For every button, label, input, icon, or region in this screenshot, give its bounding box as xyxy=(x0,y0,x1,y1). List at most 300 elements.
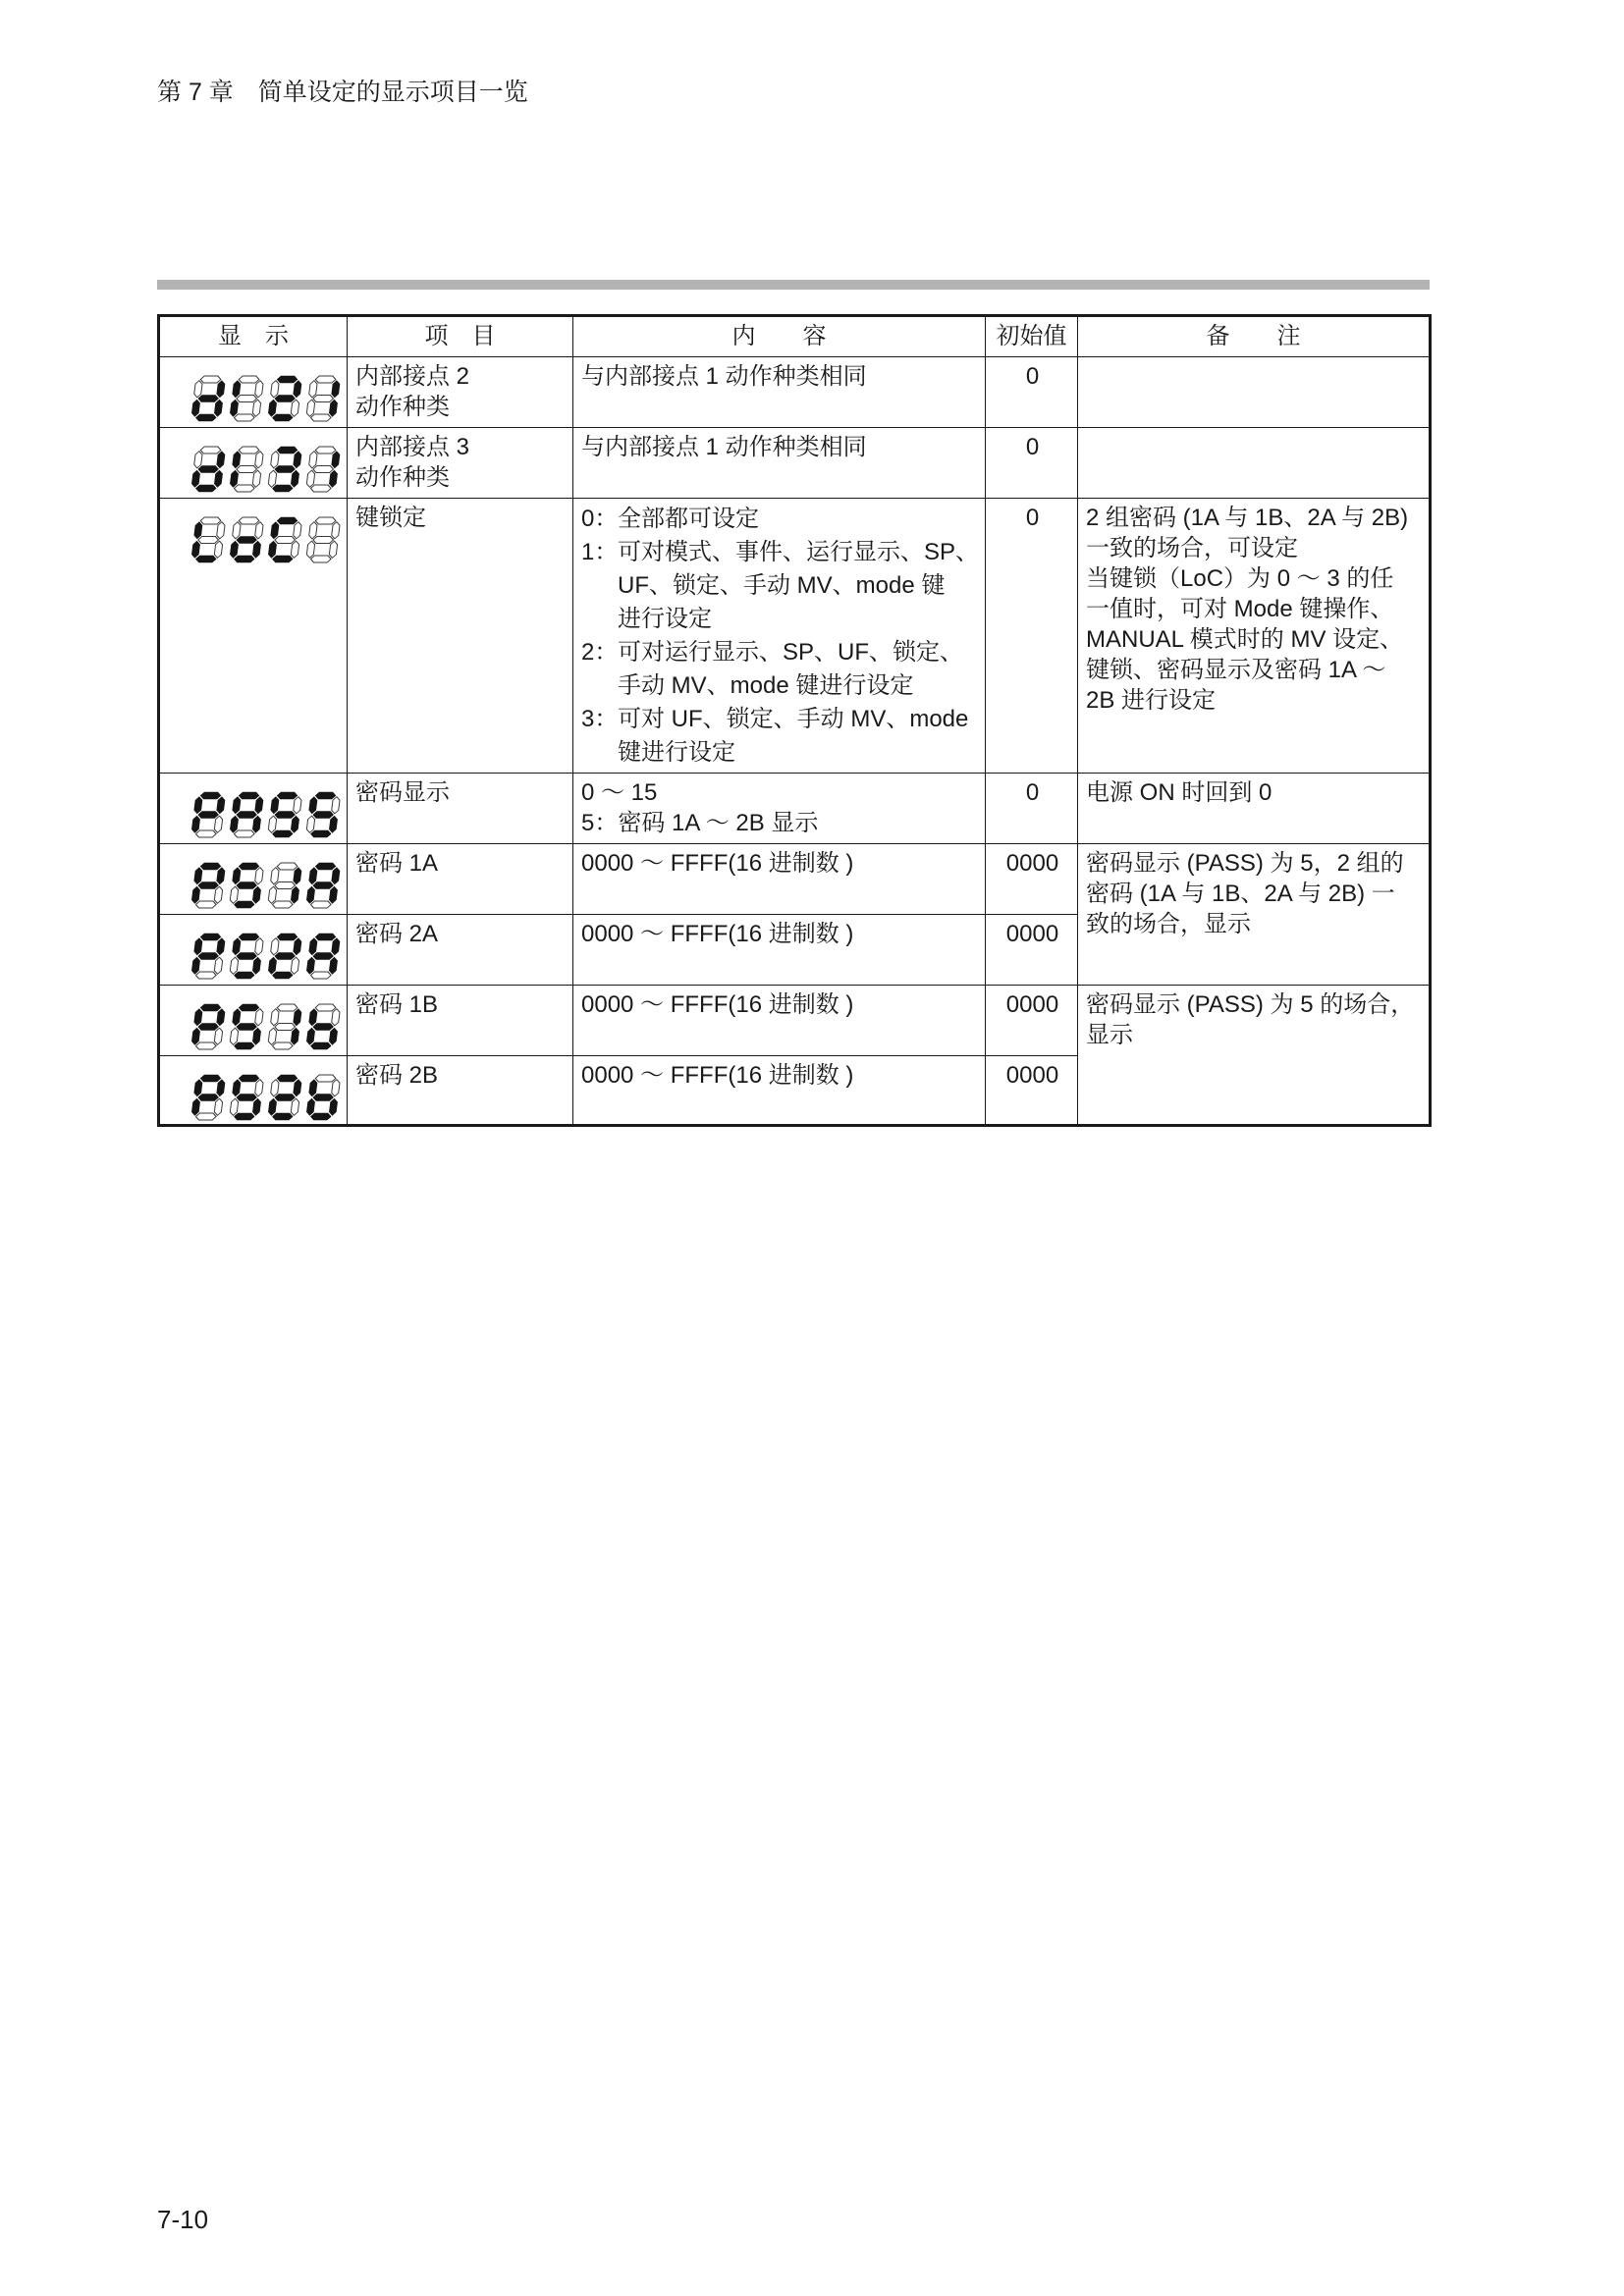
segment-a xyxy=(315,1004,336,1011)
segment-b xyxy=(331,452,340,468)
segment-g xyxy=(236,466,256,473)
item-line: 键锁定 xyxy=(355,505,426,531)
segment-e xyxy=(230,957,239,974)
segment-f xyxy=(232,1009,241,1026)
content-line: 0000 ～ FFFF(16 进制数 ) xyxy=(581,1062,854,1089)
segment-c xyxy=(214,886,223,903)
segment-f xyxy=(193,522,202,539)
seven-segment-digit xyxy=(267,517,302,562)
segment-f xyxy=(308,1009,317,1026)
segment-c xyxy=(214,1028,223,1044)
seven-segment-display xyxy=(189,862,347,909)
segment-d xyxy=(272,414,293,421)
segment-c xyxy=(252,400,261,416)
initial-value-cell: 0 xyxy=(986,774,1078,844)
segment-f xyxy=(232,1080,241,1096)
seven-segment-digit xyxy=(229,376,264,421)
seven-segment-digit xyxy=(229,792,264,837)
segment-c xyxy=(252,1098,261,1115)
remark-line: MANUAL 模式时的 MV 设定、 xyxy=(1086,626,1404,653)
segment-a xyxy=(315,1075,336,1082)
segment-d xyxy=(272,830,293,837)
remark-line: 密码显示 (PASS) 为 5 的场合， xyxy=(1086,991,1415,1018)
seven-segment-digit xyxy=(190,863,226,908)
item-cell xyxy=(348,915,573,986)
seven-segment-digit xyxy=(267,1075,302,1120)
segment-b xyxy=(331,522,340,539)
segment-d xyxy=(310,556,331,562)
content-line: 0000 ～ FFFF(16 进制数 ) xyxy=(581,921,854,947)
segment-e xyxy=(191,400,200,416)
remark-cell xyxy=(1078,428,1431,499)
segment-e xyxy=(191,470,200,487)
segment-a xyxy=(277,376,298,383)
segment-c xyxy=(329,470,338,487)
display-cell xyxy=(159,844,348,915)
seven-segment-digit xyxy=(229,1075,264,1120)
segment-f xyxy=(232,381,241,398)
remark-line: 电源 ON 时回到 0 xyxy=(1086,779,1272,806)
column-header-display: 显 示 xyxy=(159,316,348,357)
content-cell xyxy=(573,357,986,428)
seven-segment-digit xyxy=(267,934,302,979)
seven-segment-digit xyxy=(305,447,341,492)
seven-segment-digit-blank xyxy=(305,517,341,562)
segment-f xyxy=(232,868,241,884)
segment-d xyxy=(272,1042,293,1049)
segment-g xyxy=(274,537,295,544)
segment-b xyxy=(254,522,263,539)
segment-b xyxy=(216,381,225,398)
segment-c xyxy=(291,816,299,832)
segment-d xyxy=(272,485,293,492)
content-line: UF、锁定、手动 MV、mode 键 xyxy=(618,572,946,599)
segment-f xyxy=(270,1080,279,1096)
segment-e xyxy=(268,1098,277,1115)
segment-g xyxy=(274,812,295,819)
segment-d xyxy=(310,901,331,908)
content-line: 5：密码 1A ～ 2B 显示 xyxy=(581,810,819,836)
segment-g xyxy=(236,396,256,402)
segment-g xyxy=(197,396,218,402)
segment-b xyxy=(293,1009,301,1026)
initial-value-cell: 0000 xyxy=(986,915,1078,986)
segment-a xyxy=(239,1004,259,1011)
segment-g xyxy=(274,396,295,402)
display-cell xyxy=(159,428,348,499)
segment-e xyxy=(230,400,239,416)
segment-a xyxy=(277,934,298,940)
segment-f xyxy=(308,381,317,398)
segment-c xyxy=(329,957,338,974)
option-text xyxy=(618,636,963,703)
segment-a xyxy=(200,863,221,870)
segment-d xyxy=(195,1042,216,1049)
seven-segment-glyphs xyxy=(189,446,347,493)
remark-line: 致的场合，显示 xyxy=(1086,911,1251,937)
segment-f xyxy=(270,938,279,955)
segment-g xyxy=(197,537,218,544)
segment-d xyxy=(272,901,293,908)
segment-d xyxy=(310,830,331,837)
table-row xyxy=(159,357,1431,428)
segment-b xyxy=(293,938,301,955)
segment-g xyxy=(197,953,218,960)
item-cell xyxy=(348,357,573,428)
segment-d xyxy=(310,972,331,979)
segment-a xyxy=(200,1004,221,1011)
segment-e xyxy=(230,1028,239,1044)
remark-line: 显示 xyxy=(1086,1022,1133,1048)
segment-c xyxy=(291,400,299,416)
seven-segment-display xyxy=(189,446,347,493)
content-line: 可对模式、事件、运行显示、SP、 xyxy=(618,539,980,565)
segment-e xyxy=(306,1098,315,1115)
segment-a xyxy=(277,863,298,870)
seven-segment-display xyxy=(189,791,347,838)
setting-option xyxy=(581,636,979,703)
table-row xyxy=(159,986,1431,1056)
segment-e xyxy=(268,541,277,558)
item-cell xyxy=(348,774,573,844)
option-text xyxy=(618,536,979,636)
segment-c xyxy=(214,400,223,416)
remark-cell xyxy=(1078,844,1431,986)
segment-d xyxy=(195,830,216,837)
segment-e xyxy=(306,957,315,974)
segment-b xyxy=(293,1080,301,1096)
setting-option xyxy=(581,703,979,770)
remark-cell xyxy=(1078,774,1431,844)
remark-line: 2B 进行设定 xyxy=(1086,687,1217,714)
segment-b xyxy=(254,868,263,884)
segment-f xyxy=(193,381,202,398)
content-line: 0000 ～ FFFF(16 进制数 ) xyxy=(581,850,854,877)
content-line: 可对运行显示、SP、UF、锁定、 xyxy=(618,639,964,666)
content-line: 手动 MV、mode 键进行设定 xyxy=(618,672,914,699)
segment-a xyxy=(315,934,336,940)
column-header-remark: 备 注 xyxy=(1078,316,1431,357)
segment-b xyxy=(331,938,340,955)
chapter-number: 第 7 章 xyxy=(157,79,234,106)
segment-c xyxy=(329,400,338,416)
segment-g xyxy=(312,466,333,473)
content-cell xyxy=(573,915,986,986)
segment-c xyxy=(252,886,261,903)
segment-g xyxy=(312,812,333,819)
seven-segment-display xyxy=(189,1003,347,1050)
segment-e xyxy=(230,1098,239,1115)
seven-segment-digit xyxy=(305,1004,341,1049)
segment-e xyxy=(191,1028,200,1044)
remark-line: 密码显示 (PASS) 为 5，2 组的 xyxy=(1086,850,1404,877)
seven-segment-glyphs xyxy=(189,933,347,980)
segment-b xyxy=(254,452,263,468)
remark-line: 键锁、密码显示及密码 1A ～ xyxy=(1086,657,1386,683)
segment-c xyxy=(252,470,261,487)
segment-c xyxy=(291,1098,299,1115)
segment-d xyxy=(195,1113,216,1120)
display-items-table xyxy=(157,314,1432,1127)
seven-segment-glyphs xyxy=(189,516,347,563)
segment-f xyxy=(308,522,317,539)
segment-c xyxy=(291,541,299,558)
segment-b xyxy=(293,381,301,398)
segment-c xyxy=(214,1098,223,1115)
segment-d xyxy=(310,485,331,492)
segment-f xyxy=(232,452,241,468)
segment-b xyxy=(216,868,225,884)
segment-g xyxy=(312,953,333,960)
segment-g xyxy=(236,1095,256,1101)
segment-g xyxy=(236,953,256,960)
segment-f xyxy=(270,1009,279,1026)
segment-e xyxy=(268,1028,277,1044)
initial-value-cell: 0000 xyxy=(986,986,1078,1056)
segment-a xyxy=(315,863,336,870)
segment-g xyxy=(197,1095,218,1101)
segment-e xyxy=(230,541,239,558)
segment-d xyxy=(234,556,254,562)
segment-e xyxy=(191,957,200,974)
segment-c xyxy=(291,957,299,974)
segment-a xyxy=(200,934,221,940)
item-line: 密码 1A xyxy=(355,850,439,877)
segment-d xyxy=(272,972,293,979)
segment-g xyxy=(197,882,218,889)
segment-b xyxy=(216,1009,225,1026)
segment-f xyxy=(193,1009,202,1026)
segment-a xyxy=(200,447,221,454)
segment-a xyxy=(200,792,221,799)
seven-segment-display xyxy=(189,933,347,980)
segment-g xyxy=(312,1095,333,1101)
display-cell xyxy=(159,357,348,428)
segment-d xyxy=(272,1113,293,1120)
seven-segment-digit xyxy=(267,863,302,908)
item-line: 密码 2A xyxy=(355,921,439,947)
segment-d xyxy=(310,1042,331,1049)
segment-a xyxy=(239,447,259,454)
segment-d xyxy=(195,901,216,908)
segment-f xyxy=(193,868,202,884)
segment-d xyxy=(234,1113,254,1120)
segment-g xyxy=(274,1095,295,1101)
segment-c xyxy=(252,541,261,558)
item-line: 动作种类 xyxy=(355,394,450,420)
segment-d xyxy=(234,901,254,908)
segment-e xyxy=(268,886,277,903)
initial-value-cell: 0000 xyxy=(986,844,1078,915)
seven-segment-digit xyxy=(305,1075,341,1120)
segment-f xyxy=(270,522,279,539)
segment-a xyxy=(277,447,298,454)
segment-g xyxy=(312,882,333,889)
content-cell xyxy=(573,774,986,844)
chapter-header xyxy=(157,78,528,107)
content-line: 可对 UF、锁定、手动 MV、mode xyxy=(618,706,969,732)
segment-b xyxy=(293,452,301,468)
item-line: 内部接点 2 xyxy=(355,363,470,390)
segment-c xyxy=(252,816,261,832)
seven-segment-display xyxy=(189,375,347,422)
segment-e xyxy=(306,400,315,416)
segment-g xyxy=(312,1024,333,1031)
display-cell xyxy=(159,986,348,1056)
content-line: 与内部接点 1 动作种类相同 xyxy=(581,363,867,390)
segment-g xyxy=(274,1024,295,1031)
segment-a xyxy=(239,863,259,870)
segment-g xyxy=(197,1024,218,1031)
segment-b xyxy=(293,522,301,539)
segment-b xyxy=(216,1080,225,1096)
table-header-row xyxy=(159,316,1431,357)
option-text xyxy=(618,503,759,536)
segment-e xyxy=(306,541,315,558)
item-line: 内部接点 3 xyxy=(355,434,470,460)
segment-f xyxy=(270,452,279,468)
segment-e xyxy=(306,1028,315,1044)
segment-b xyxy=(331,1009,340,1026)
segment-d xyxy=(234,414,254,421)
seven-segment-glyphs xyxy=(189,375,347,422)
segment-a xyxy=(315,376,336,383)
segment-f xyxy=(193,797,202,814)
segment-a xyxy=(200,1075,221,1082)
seven-segment-digit xyxy=(229,447,264,492)
segment-b xyxy=(254,381,263,398)
remark-cell xyxy=(1078,986,1431,1126)
segment-b xyxy=(216,797,225,814)
segment-d xyxy=(234,972,254,979)
segment-b xyxy=(331,1080,340,1096)
segment-d xyxy=(195,556,216,562)
seven-segment-digit xyxy=(267,792,302,837)
segment-c xyxy=(291,886,299,903)
initial-value-cell: 0000 xyxy=(986,1056,1078,1126)
segment-a xyxy=(277,792,298,799)
segment-c xyxy=(329,541,338,558)
segment-d xyxy=(310,414,331,421)
segment-d xyxy=(195,414,216,421)
page-number: 7-10 xyxy=(157,2205,209,2234)
segment-b xyxy=(293,868,301,884)
initial-value-cell: 0 xyxy=(986,357,1078,428)
option-number: 3： xyxy=(581,706,619,732)
segment-c xyxy=(329,886,338,903)
option-number: 0： xyxy=(581,506,619,532)
content-line: 全部都可设定 xyxy=(618,506,759,532)
seven-segment-digit xyxy=(229,517,264,562)
segment-e xyxy=(306,816,315,832)
segment-e xyxy=(191,886,200,903)
content-cell xyxy=(573,499,986,774)
segment-b xyxy=(254,1080,263,1096)
segment-f xyxy=(270,381,279,398)
remark-cell xyxy=(1078,357,1431,428)
seven-segment-digit xyxy=(305,863,341,908)
segment-f xyxy=(308,452,317,468)
item-cell xyxy=(348,1056,573,1126)
remark-line: 密码 (1A 与 1B、2A 与 2B) 一 xyxy=(1086,881,1395,907)
table-row xyxy=(159,774,1431,844)
chapter-title: 简单设定的显示项目一览 xyxy=(257,79,528,106)
item-cell xyxy=(348,986,573,1056)
display-cell xyxy=(159,499,348,774)
segment-b xyxy=(293,797,301,814)
seven-segment-glyphs xyxy=(189,791,347,838)
seven-segment-digit xyxy=(190,447,226,492)
segment-d xyxy=(310,1113,331,1120)
section-divider-bar xyxy=(157,280,1430,290)
option-number: 2： xyxy=(581,639,619,666)
segment-b xyxy=(216,938,225,955)
column-header-initial-value: 初始值 xyxy=(986,316,1078,357)
segment-d xyxy=(234,485,254,492)
segment-a xyxy=(239,1075,259,1082)
segment-d xyxy=(272,556,293,562)
item-line: 密码 2B xyxy=(355,1062,439,1089)
segment-c xyxy=(329,1098,338,1115)
seven-segment-digit xyxy=(229,1004,264,1049)
segment-a xyxy=(315,792,336,799)
segment-e xyxy=(306,886,315,903)
segment-a xyxy=(277,517,298,524)
segment-g xyxy=(274,882,295,889)
content-cell xyxy=(573,428,986,499)
segment-c xyxy=(291,470,299,487)
segment-c xyxy=(214,816,223,832)
item-line: 动作种类 xyxy=(355,464,450,491)
segment-g xyxy=(236,812,256,819)
segment-d xyxy=(234,1042,254,1049)
segment-f xyxy=(232,797,241,814)
seven-segment-glyphs xyxy=(189,1074,347,1121)
segment-c xyxy=(214,957,223,974)
seven-segment-digit xyxy=(229,934,264,979)
option-text xyxy=(618,703,968,770)
segment-b xyxy=(331,868,340,884)
content-line: 0 ～ 15 xyxy=(581,779,658,806)
segment-a xyxy=(277,1004,298,1011)
segment-b xyxy=(254,797,263,814)
segment-g xyxy=(236,882,256,889)
table-row xyxy=(159,844,1431,915)
segment-e xyxy=(191,541,200,558)
segment-e xyxy=(230,470,239,487)
seven-segment-digit xyxy=(190,517,226,562)
remark-line: 2 组密码 (1A 与 1B、2A 与 2B) xyxy=(1086,505,1409,531)
seven-segment-digit xyxy=(190,376,226,421)
segment-d xyxy=(195,972,216,979)
segment-e xyxy=(191,816,200,832)
seven-segment-digit xyxy=(305,934,341,979)
segment-e xyxy=(230,816,239,832)
segment-d xyxy=(195,485,216,492)
segment-c xyxy=(329,1028,338,1044)
segment-f xyxy=(308,1080,317,1096)
option-number: 1： xyxy=(581,539,619,565)
segment-a xyxy=(277,1075,298,1082)
segment-e xyxy=(268,400,277,416)
initial-value-cell: 0 xyxy=(986,428,1078,499)
segment-f xyxy=(193,938,202,955)
display-cell xyxy=(159,1056,348,1126)
content-line: 与内部接点 1 动作种类相同 xyxy=(581,434,867,460)
remark-line: 当键锁（LoC）为 0 ～ 3 的任 xyxy=(1086,565,1394,592)
segment-c xyxy=(214,470,223,487)
content-cell xyxy=(573,844,986,915)
